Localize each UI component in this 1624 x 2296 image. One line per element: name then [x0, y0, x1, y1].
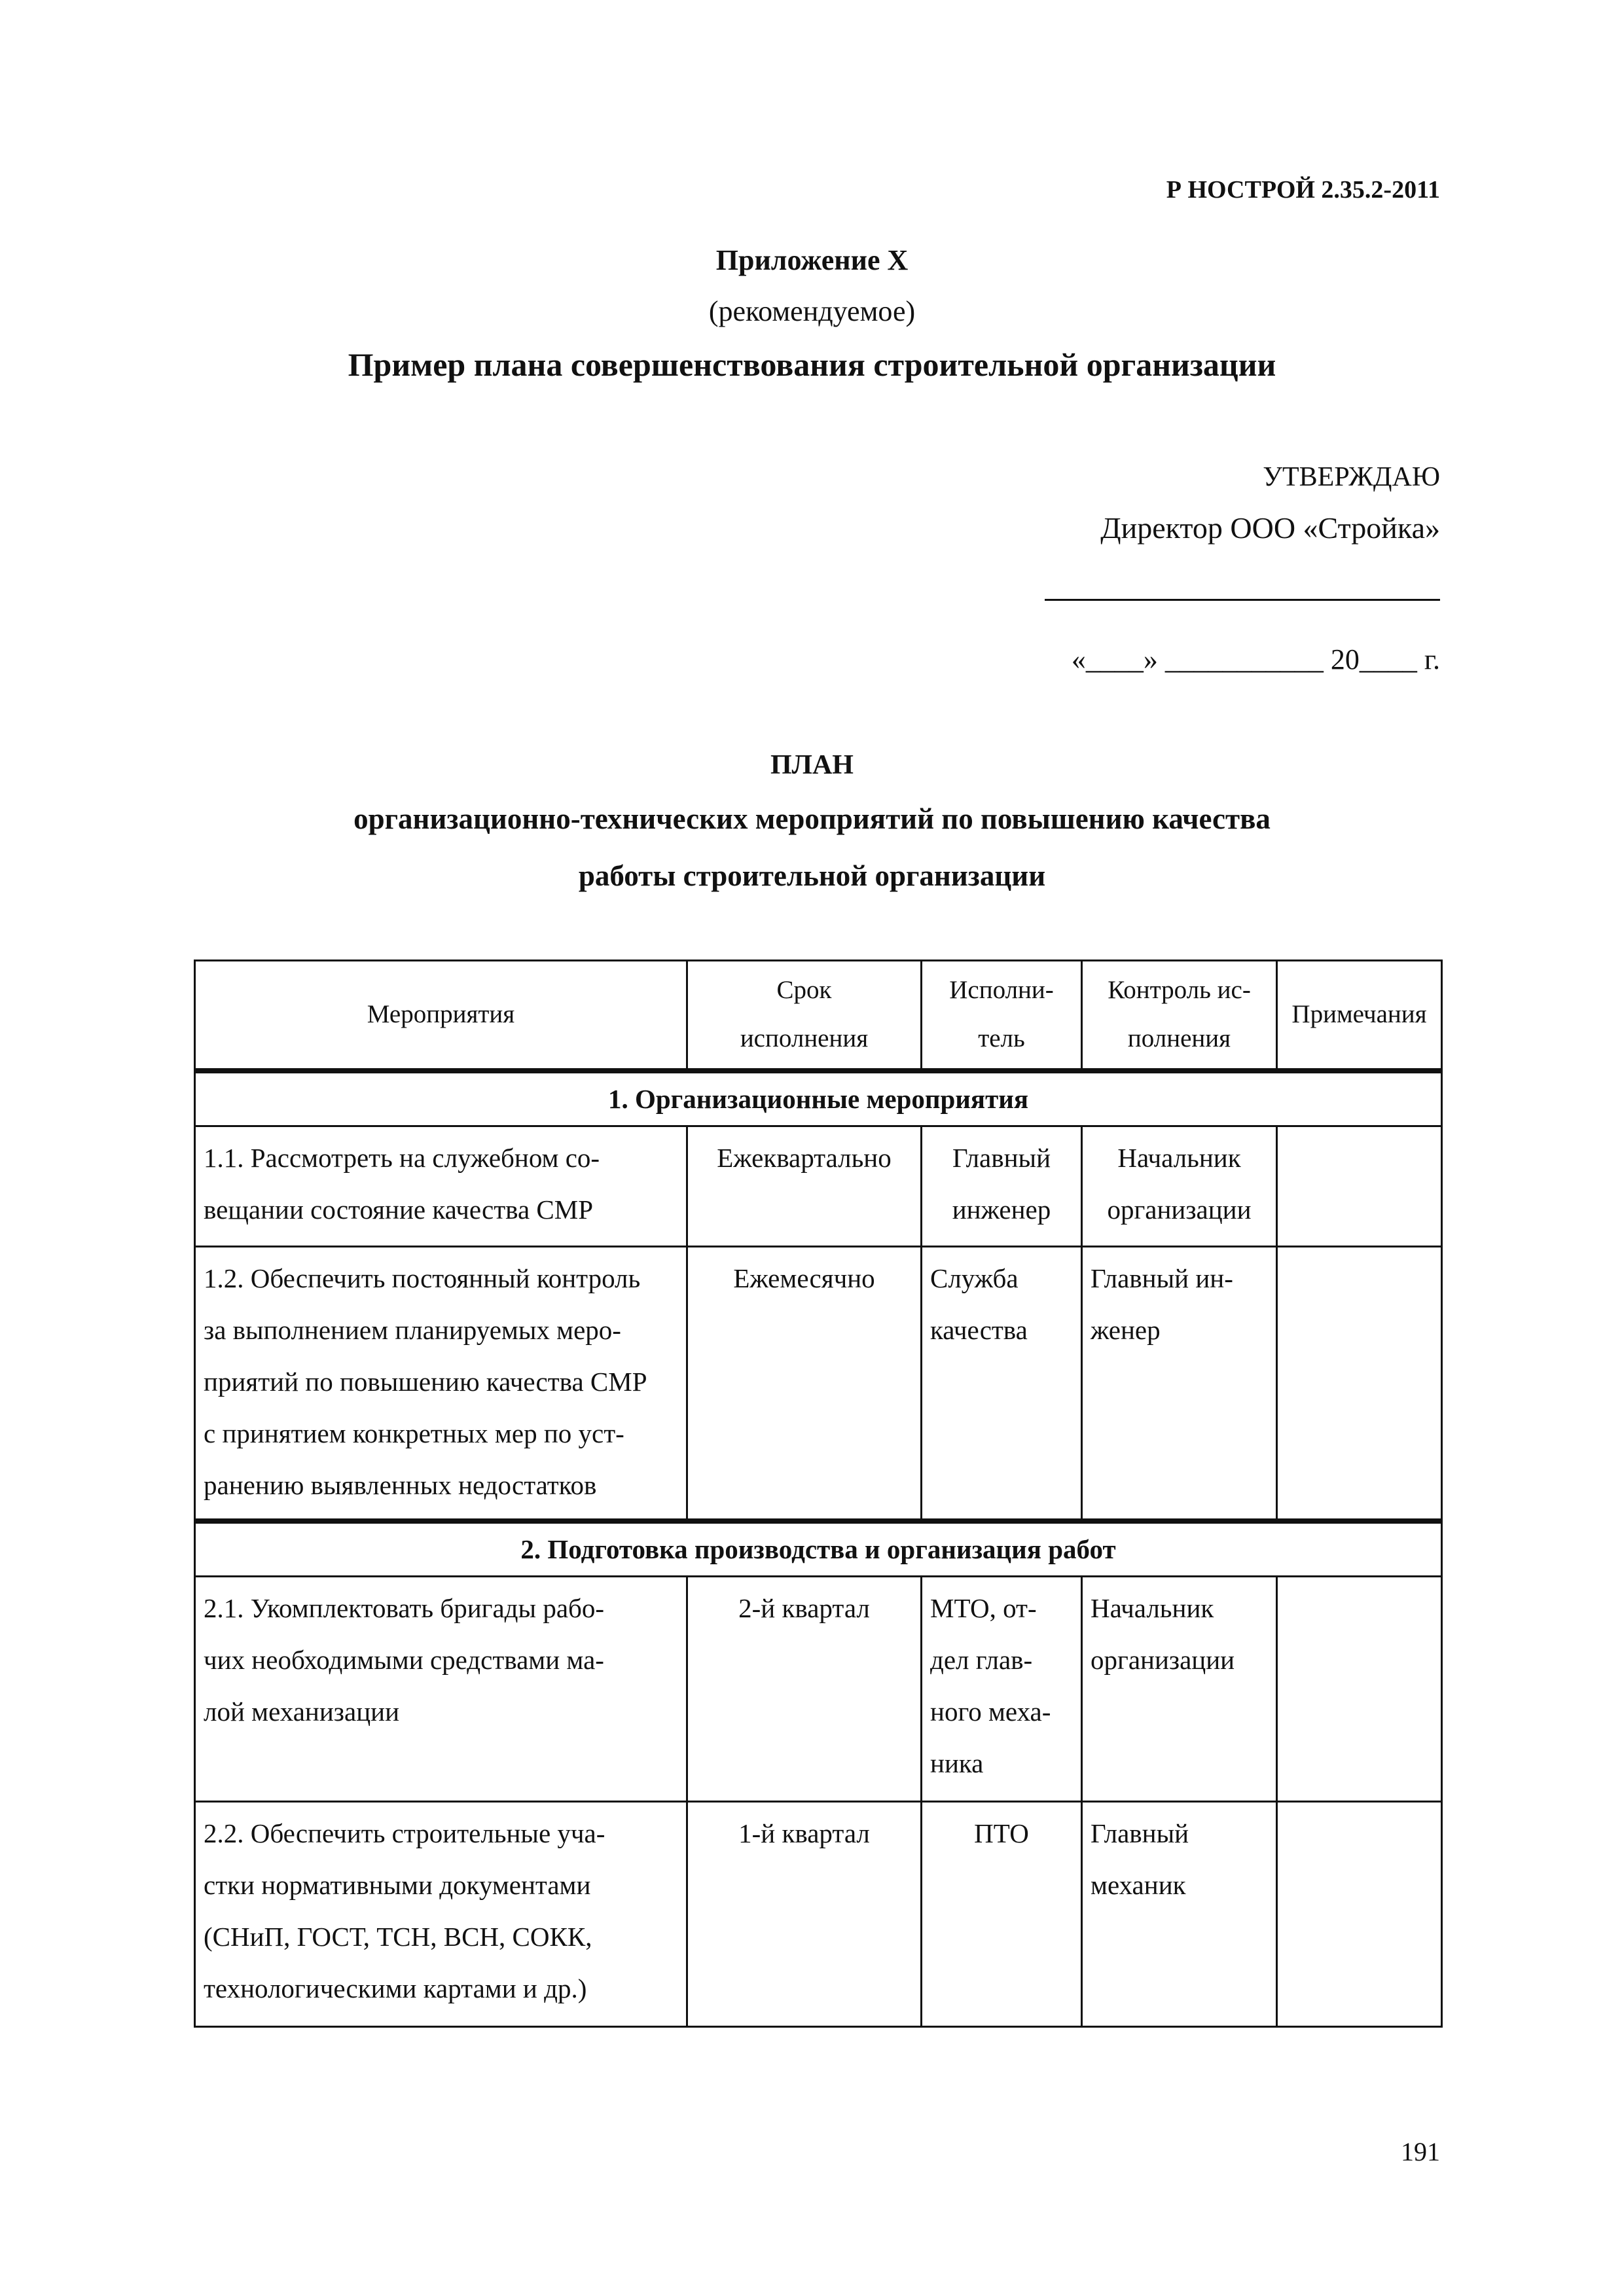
plan-table [194, 960, 1443, 2028]
cell-executor: Главный инженер [922, 1126, 1082, 1246]
cell-action: 2.2. Обеспечить строительные уча- стки нормативными документами (СНиП, ГОСТ, ТСН, ВСН, СОКК, технологическими картами и др.) [195, 1802, 687, 2027]
cell-executor: Служба качества [922, 1246, 1082, 1521]
table-row [195, 1246, 1442, 1521]
cell-action: 1.2. Обеспечить постоянный контроль за выполнением планируемых меро- приятий по повышению качества СМР с принятием конкретных мер по уст- ранению выявленных недостатков [195, 1246, 687, 1521]
header-cell-notes: Примечания [1277, 961, 1442, 1071]
cell-executor: МТО, от- дел глав- ного меха- ника [922, 1577, 1082, 1802]
approval-date-line: «____» ___________ 20____ г. [1071, 643, 1440, 675]
section-row [195, 1071, 1442, 1126]
table-header-row [195, 961, 1442, 1071]
table-row [195, 1577, 1442, 1802]
cell-deadline: Ежеквартально [687, 1126, 922, 1246]
cell-action: 1.1. Рассмотреть на служебном со- вещании состояние качества СМР [195, 1126, 687, 1246]
approval-role: Директор ООО «Стройка» [1100, 511, 1440, 545]
section-title: 1. Организационные мероприятия [195, 1071, 1442, 1126]
cell-notes [1277, 1802, 1442, 2027]
cell-deadline: 2-й квартал [687, 1577, 922, 1802]
cell-control: Начальник организации [1082, 1126, 1277, 1246]
section-title: 2. Подготовка производства и организация работ [195, 1521, 1442, 1577]
cell-control: Главный механик [1082, 1802, 1277, 2027]
plan-word: ПЛАН [770, 750, 854, 780]
appendix-type: (рекомендуемое) [708, 295, 916, 327]
section-row [195, 1521, 1442, 1577]
document-code: Р НОСТРОЙ 2.35.2-2011 [1166, 176, 1440, 204]
page-number: 191 [1401, 2137, 1440, 2166]
signature-line [1045, 599, 1440, 601]
cell-notes [1277, 1577, 1442, 1802]
plan-title-line2: работы строительной организации [578, 859, 1046, 892]
page-title: Пример плана совершенствования строительной организации [348, 346, 1276, 383]
appendix-title: Приложение Х [715, 244, 909, 276]
cell-deadline: 1-й квартал [687, 1802, 922, 2027]
header-cell-actions: Мероприятия [195, 961, 687, 1071]
approval-word: УТВЕРЖДАЮ [1263, 462, 1440, 492]
cell-notes [1277, 1246, 1442, 1521]
header-cell-executor: Исполни- тель [922, 961, 1082, 1071]
cell-executor: ПТО [922, 1802, 1082, 2027]
table-row [195, 1126, 1442, 1246]
plan-title-line1: организационно-технических мероприятий по повышению качества [353, 802, 1271, 835]
cell-deadline: Ежемесячно [687, 1246, 922, 1521]
header-cell-control: Контроль ис- полнения [1082, 961, 1277, 1071]
header-cell-deadline: Срок исполнения [687, 961, 922, 1071]
cell-notes [1277, 1126, 1442, 1246]
cell-control: Главный ин- женер [1082, 1246, 1277, 1521]
table-row [195, 1802, 1442, 2027]
cell-control: Начальник организации [1082, 1577, 1277, 1802]
cell-action: 2.1. Укомплектовать бригады рабо- чих необходимыми средствами ма- лой механизации [195, 1577, 687, 1802]
